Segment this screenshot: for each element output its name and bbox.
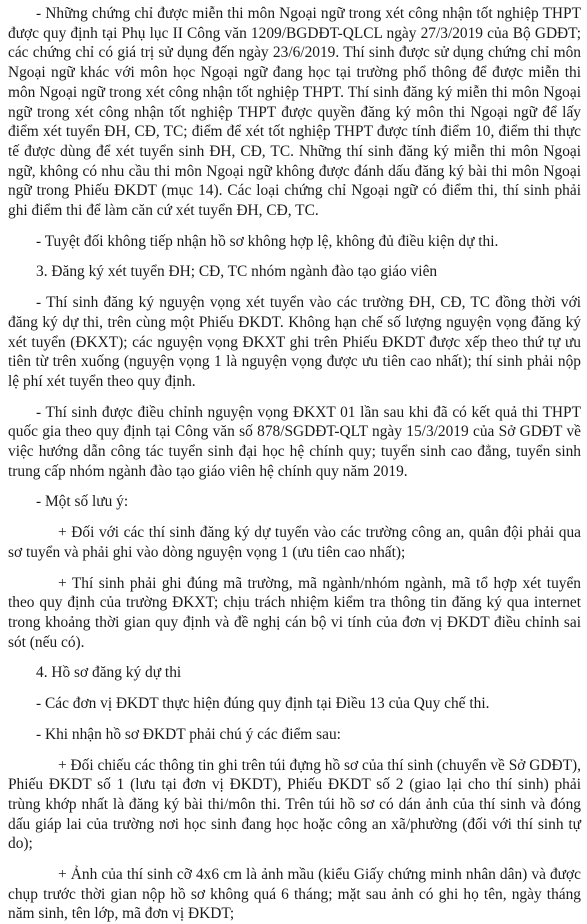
paragraph-receiving-notes: - Khi nhận hồ sơ ĐKDT phải chú ý các điểm sau: bbox=[36, 725, 341, 743]
section-heading-3: 3. Đăng ký xét tuyển ĐH; CĐ, TC nhóm ngành đào tạo giáo viên bbox=[36, 263, 438, 281]
paragraph-language-certificates: - Những chứng chỉ được miễn thi môn Ngoại ngữ trong xét công nhận tốt nghiệp THPT được quy định tại Phụ lục II Công văn 1209/BGDĐT-QLCL ngày 27/3/2019 của Bộ GDĐT; các chứng chỉ có giá trị sử dụng đến ngày 23/6/2019. Thí sinh được sử dụng chứng chỉ môn Ngoại ngữ khác với môn học Ngoại ngữ đang học tại trường phổ thông để được miễn thi môn Ngoại ngữ trong xét công nhận tốt nghiệp THPT. Thí sinh đăng ký miễn thi môn Ngoại ngữ trong xét công nhận tốt nghiệp THPT được quyền đăng ký môn thi Ngoại ngữ để lấy điểm xét tuyển ĐH, CĐ, TC; điểm để xét tốt nghiệp THPT được tính điểm 10, điểm thi thực tế được dùng để xét tuyển sinh ĐH, CĐ, TC. Những thí sinh đăng ký miễn thi môn Ngoại ngữ, không có nhu cầu thi môn Ngoại ngữ không được đánh dấu đăng ký bài thi môn Ngoại ngữ trong Phiếu ĐKDT (mục 14). Các loại chứng chỉ Ngoại ngữ có điểm thi, thí sinh phải ghi điểm thi để làm căn cứ xét tuyển ĐH, CĐ, TC. bbox=[8, 5, 581, 220]
paragraph-notes-heading: - Một số lưu ý: bbox=[36, 493, 129, 511]
bullet-photo-requirements: + Ảnh của thí sinh cỡ 4x6 cm là ảnh mầu (kiểu Giấy chứng minh nhân dân) và được chụp trước thời gian nộp hồ sơ không quá 6 tháng; mặt sau ảnh có ghi họ tên, ngày tháng năm sinh, tên lớp, mã đơn vị ĐKDT; bbox=[8, 866, 581, 923]
section-heading-4: 4. Hồ sơ đăng ký dự thi bbox=[36, 664, 182, 682]
bullet-codes-check: + Thí sinh phải ghi đúng mã trường, mã ngành/nhóm ngành, mã tổ hợp xét tuyển theo quy định của trường ĐKXT; chịu trách nhiệm kiểm tra thông tin đăng ký qua internet trong khoảng thời gian quy định và đề nghị cán bộ vi tính của đơn vị ĐKDT điều chỉnh sai sót (nếu có). bbox=[8, 574, 581, 651]
bullet-police-military: + Đối với các thí sinh đăng ký dự tuyển vào các trường công an, quân đội phải qua sơ tuyển và phải ghi vào dòng nguyện vọng 1 (ưu tiên cao nhất); bbox=[8, 524, 581, 561]
document-page bbox=[8, 4, 581, 924]
paragraph-register-preferences: - Thí sinh đăng ký nguyện vọng xét tuyển vào các trường ĐH, CĐ, TC đồng thời với đăng ký dự thi, trên cùng một Phiếu ĐKDT. Không hạn chế số lượng nguyện vọng đăng ký xét tuyển (ĐKXT); các nguyện vọng ĐKXT ghi trên Phiếu ĐKDT được xếp theo thứ tự ưu tiên từ trên xuống (nguyện vọng 1 là nguyện vọng được ưu tiên cao nhất); thí sinh phải nộp lệ phí xét tuyển theo quy định. bbox=[8, 294, 581, 390]
paragraph-adjust-preferences: - Thí sinh được điều chỉnh nguyện vọng ĐKXT 01 lần sau khi đã có kết quả thi THPT quốc gia theo quy định tại Công văn số 878/SGDĐT-QLT ngày 15/3/2019 của Sở GDĐT về việc hướng dẫn công tác tuyển sinh đại học hệ chính quy; tuyển sinh cao đẳng, tuyển sinh trung cấp nhóm ngành đào tạo giáo viên hệ chính quy năm 2019. bbox=[8, 403, 581, 480]
paragraph-invalid-dossiers: - Tuyệt đối không tiếp nhận hồ sơ không hợp lệ, không đủ điều kiện dự thi. bbox=[36, 232, 499, 250]
bullet-cross-check: + Đối chiếu các thông tin ghi trên túi đựng hồ sơ của thí sinh (chuyển về Sở GDĐT), Phiếu ĐKDT số 1 (lưu tại đơn vị ĐKDT), Phiếu ĐKDT số 2 (giao lại cho thí sinh) phải trùng khớp nhất là đăng ký bài thi/môn thi. Trên túi hồ sơ có dán ảnh của thí sinh và đóng dấu giáp lai của trường nơi học sinh đang học hoặc công an xã/phường (đối với thí sinh tự do); bbox=[8, 756, 581, 853]
paragraph-article-13: - Các đơn vị ĐKDT thực hiện đúng quy định tại Điều 13 của Quy chế thi. bbox=[36, 695, 490, 713]
